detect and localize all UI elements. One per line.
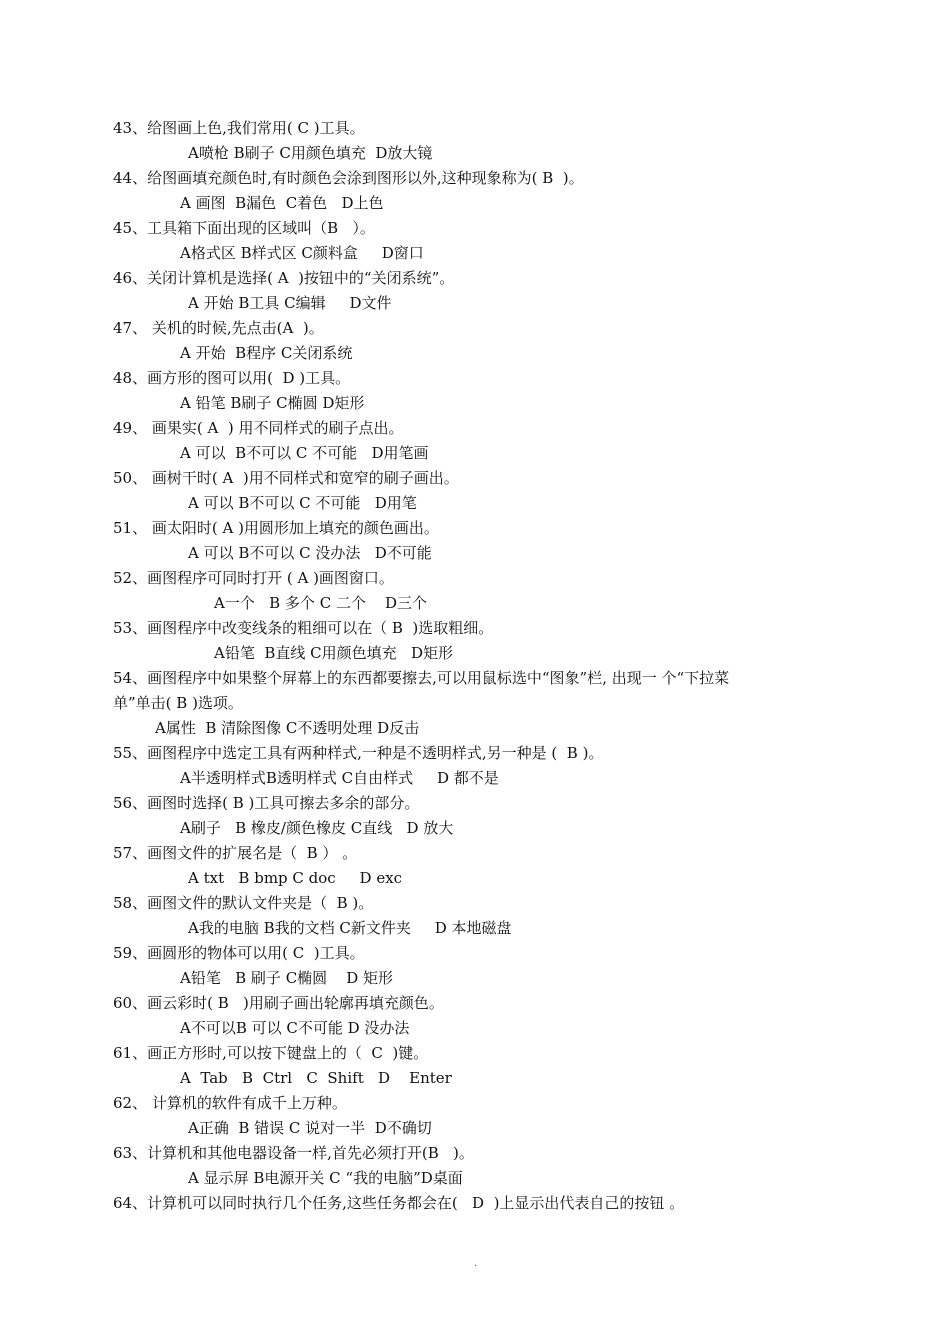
question-49: 49、 画果实( A ) 用不同样式的刷子点出。 (113, 419, 404, 437)
options-47: A 开始 B程序 C关闭系统 (180, 344, 353, 362)
question-54-cont: 单”单击( B )选项。 (113, 694, 243, 712)
options-43: A喷枪 B刷子 C用颜色填充 D放大镜 (188, 144, 433, 162)
options-59: A铅笔 B 刷子 C椭圆 D 矩形 (180, 969, 394, 987)
options-61: A Tab B Ctrl C Shift D Enter (180, 1069, 452, 1087)
options-48: A 铅笔 B刷子 C椭圆 D矩形 (180, 394, 365, 412)
options-52: A一个 B 多个 C 二个 D三个 (214, 594, 428, 612)
question-47: 47、 关机的时候,先点击(A )。 (113, 319, 324, 337)
options-55: A半透明样式B透明样式 C自由样式 D 都不是 (180, 769, 499, 787)
options-58: A我的电脑 B我的文档 C新文件夹 D 本地磁盘 (188, 919, 512, 937)
options-56: A刷子 B 橡皮/颜色橡皮 C直线 D 放大 (180, 819, 454, 837)
question-44: 44、给图画填充颜色时,有时颜色会涂到图形以外,这种现象称为( B )。 (113, 169, 584, 187)
options-53: A铅笔 B直线 C用颜色填充 D矩形 (214, 644, 453, 662)
question-48: 48、画方形的图可以用( D )工具。 (113, 369, 351, 387)
question-56: 56、画图时选择( B )工具可擦去多余的部分。 (113, 794, 420, 812)
options-54: A属性 B 清除图像 C不透明处理 D反击 (155, 719, 420, 737)
question-59: 59、画圆形的物体可以用( C )工具。 (113, 944, 365, 962)
question-51: 51、 画太阳时( A )用圆形加上填充的颜色画出。 (113, 519, 439, 537)
footer-dot: . (474, 1258, 478, 1269)
options-46: A 开始 B工具 C编辑 D文件 (188, 294, 392, 312)
question-45: 45、工具箱下面出现的区域叫（B ）。 (113, 219, 375, 237)
options-44: A 画图 B漏色 C着色 D上色 (180, 194, 384, 212)
question-57: 57、画图文件的扩展名是（ B ） 。 (113, 844, 358, 862)
options-63: A 显示屏 B电源开关 C “我的电脑”D桌面 (188, 1169, 463, 1187)
question-46: 46、关闭计算机是选择( A )按钮中的“关闭系统”。 (113, 269, 455, 287)
question-61: 61、画正方形时,可以按下键盘上的（ C )键。 (113, 1044, 429, 1062)
options-50: A 可以 B不可以 C 不可能 D用笔 (188, 494, 417, 512)
options-62: A正确 B 错误 C 说对一半 D不确切 (188, 1119, 432, 1137)
question-62: 62、 计算机的软件有成千上万种。 (113, 1094, 347, 1112)
question-55: 55、画图程序中选定工具有两种样式,一种是不透明样式,另一种是 ( B )。 (113, 744, 604, 762)
question-52: 52、画图程序可同时打开 ( A )画图窗口。 (113, 569, 394, 587)
options-60: A不可以B 可以 C不可能 D 没办法 (180, 1019, 410, 1037)
question-58: 58、画图文件的默认文件夹是（ B )。 (113, 894, 374, 912)
question-53: 53、画图程序中改变线条的粗细可以在（ B )选取粗细。 (113, 619, 494, 637)
question-60: 60、画云彩时( B )用刷子画出轮廓再填充颜色。 (113, 994, 444, 1012)
options-57: A txt B bmp C doc D exc (188, 869, 403, 887)
options-49: A 可以 B不可以 C 不可能 D用笔画 (180, 444, 429, 462)
options-51: A 可以 B不可以 C 没办法 D不可能 (188, 544, 432, 562)
question-43: 43、给图画上色,我们常用( C )工具。 (113, 119, 365, 137)
question-50: 50、 画树干时( A )用不同样式和宽窄的刷子画出。 (113, 469, 459, 487)
question-54: 54、画图程序中如果整个屏幕上的东西都要擦去,可以用鼠标选中“图象”栏, 出现一 个“下拉菜 (113, 669, 730, 687)
options-45: A格式区 B样式区 C颜料盒 D窗口 (180, 244, 424, 262)
question-63: 63、计算机和其他电器设备一样,首先必须打开(B )。 (113, 1144, 474, 1162)
question-64: 64、计算机可以同时执行几个任务,这些任务都会在( D )上显示出代表自己的按钮 。 (113, 1194, 685, 1212)
